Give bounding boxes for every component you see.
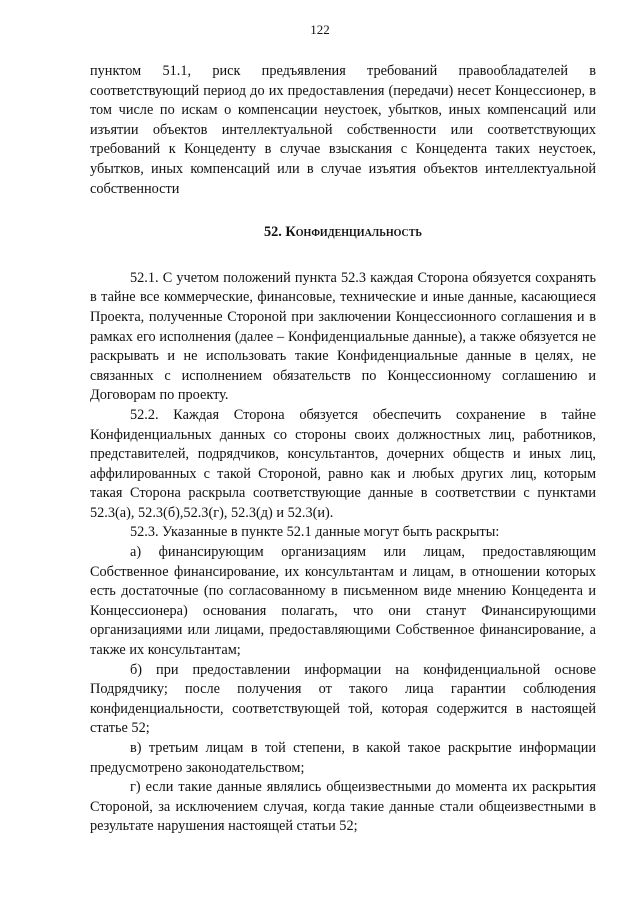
paragraph-52-3: 52.3. Указанные в пункте 52.1 данные могут быть раскрыты: xyxy=(130,524,500,541)
paragraph-52-1: 52.1. С учетом положений пункта 52.3 каждая Сторона обязуется сохранять в тайне все коммерческие, финансовые, технические и иные данные, касающиеся Проекта, полученные Стороной при заключении Концессионного соглашения и в рамках его исполнения (далее – Конфиденциальные данные), а также обязуется не раскрывать и не использовать такие Конфиденциальные данные в целях, не связанных с исполнением обязательств по Концессионному соглашению и Договорам по проекту. xyxy=(90,269,596,404)
list-item-v: в) третьим лицам в той степени, в какой такое раскрытие информации предусмотрено законодательством; xyxy=(90,740,596,776)
section-heading: 52. Конфиденциальность xyxy=(263,224,423,241)
continuation-paragraph: пунктом 51.1, риск предъявления требований правообладателей в соответствующий период до их предоставления (передачи) несет Концессионер, в том числе по искам о компенсации неустоек, убытков, иных компенсаций или изъятии объектов интеллектуальной собственности или соответствующих требований к Концеденту в случае взыскания с Концедента таких неустоек, убытков, иных компенсаций или в случае изъятия объектов интеллектуальной собственности xyxy=(90,63,596,197)
list-item-g: г) если такие данные являлись общеизвестными до момента их раскрытия Стороной, за исключением случая, когда такие данные стали общеизвестными в результате нарушения настоящей статьи 52; xyxy=(90,779,596,835)
paragraph-52-2: 52.2. Каждая Сторона обязуется обеспечить сохранение в тайне Конфиденциальных данных со стороны своих должностных лиц, работников, представителей, подрядчиков, консультантов, дочерних обществ и иных лиц, аффилированных с такой Стороной, равно как и любых других лиц, которым такая Сторона раскрыла соответствующие данные в соответствии с пунктами 52.3(а), 52.3(б),52.3(г), 52.3(д) и 52.3(и). xyxy=(90,406,596,521)
list-item-a: а) финансирующим организациям или лицам, предоставляющим Собственное финансирование, их консультантам и лицам, в отношении которых есть достаточные (по согласованному в письменном виде мнению Концедента и Концессионера) основания полагать, что они станут Финансирующими организациями или лицами, предоставляющими Собственное финансирование, а также их консультантам; xyxy=(90,544,596,659)
document-body xyxy=(90,62,596,837)
list-item-b: б) при предоставлении информации на конфиденциальной основе Подрядчику; после получения от такого лица гарантии соблюдения конфиденциальности, соответствующей той, которая содержится в настоящей статье 52; xyxy=(90,661,596,737)
page-number: 122 xyxy=(310,22,330,37)
